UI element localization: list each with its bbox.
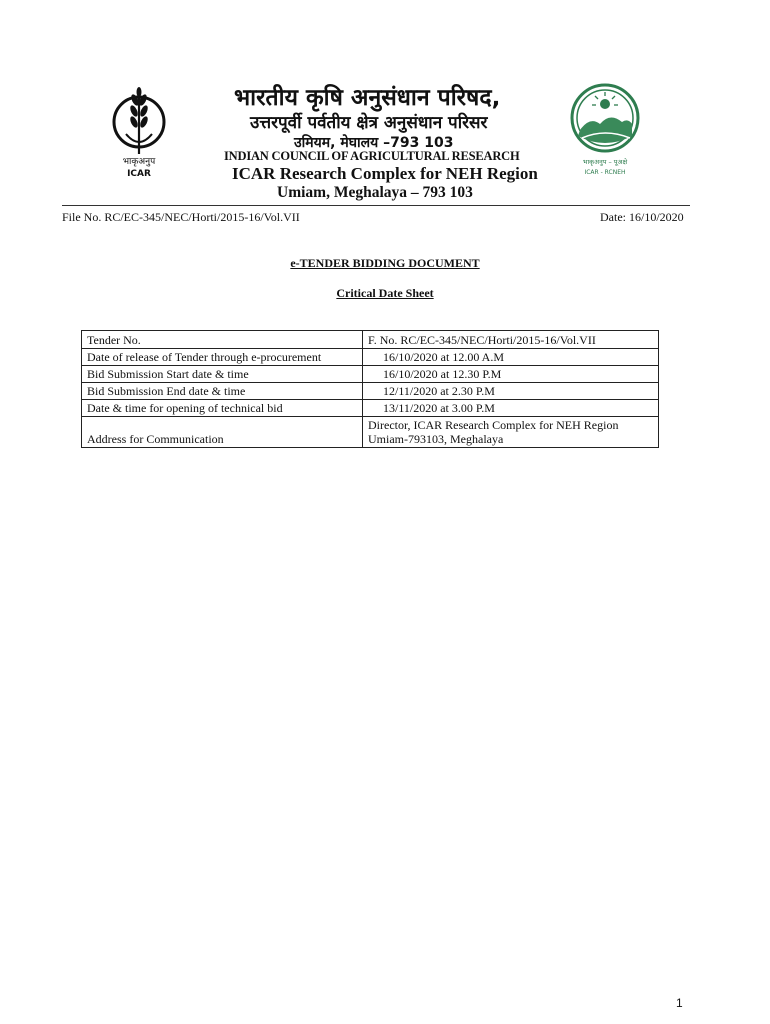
table-row bbox=[82, 366, 659, 383]
header-hindi-line2: उत्तरपूर्वी पर्वतीय क्षेत्र अनुसंधान परिसर bbox=[250, 113, 488, 133]
header-english-line2: ICAR Research Complex for NEH Region bbox=[232, 164, 538, 183]
row-value: 16/10/2020 at 12.30 P.M bbox=[363, 366, 659, 383]
header-english-line1: INDIAN COUNCIL OF AGRICULTURAL RESEARCH bbox=[224, 149, 520, 163]
row-value: 12/11/2020 at 2.30 P.M bbox=[363, 383, 659, 400]
row-value: 13/11/2020 at 3.00 P.M bbox=[363, 400, 659, 417]
table-row bbox=[82, 417, 659, 448]
sun-icon bbox=[600, 99, 610, 109]
header-hindi-line3: उमियम, मेघालय –793 103 bbox=[294, 135, 454, 151]
row-value: 16/10/2020 at 12.00 A.M bbox=[363, 349, 659, 366]
logo-hindi-text: भाकृअनुप bbox=[122, 157, 156, 167]
icar-logo bbox=[106, 84, 172, 180]
header-rule bbox=[62, 205, 690, 206]
row-label: Date & time for opening of technical bid bbox=[82, 400, 363, 417]
file-number: File No. RC/EC-345/NEC/Horti/2015-16/Vol.VII bbox=[62, 210, 300, 224]
logo-icar-text: ICAR bbox=[127, 169, 151, 179]
row-value: F. No. RC/EC-345/NEC/Horti/2015-16/Vol.VII bbox=[363, 331, 659, 349]
icar-rcneh-logo bbox=[568, 78, 642, 178]
document-date: Date: 16/10/2020 bbox=[600, 210, 684, 224]
row-label: Date of release of Tender through e-procurement bbox=[82, 349, 363, 366]
row-value: Director, ICAR Research Complex for NEH Region Umiam-793103, Meghalaya bbox=[363, 417, 659, 448]
row-label: Bid Submission End date & time bbox=[82, 383, 363, 400]
logo-hindi-text: भाकृअनुप – पूअक्षे bbox=[582, 158, 628, 166]
hills-icon bbox=[578, 117, 632, 143]
table-row bbox=[82, 383, 659, 400]
table-row bbox=[82, 400, 659, 417]
page-number: 1 bbox=[676, 996, 683, 1010]
document-subtitle: Critical Date Sheet bbox=[336, 286, 434, 300]
row-label: Bid Submission Start date & time bbox=[82, 366, 363, 383]
logo-rcneh-text: ICAR - RCNEH bbox=[584, 169, 626, 176]
row-label: Address for Communication bbox=[82, 417, 363, 448]
header-english-line3: Umiam, Meghalaya – 793 103 bbox=[277, 184, 473, 201]
table-row bbox=[82, 331, 659, 349]
header-hindi-line1: भारतीय कृषि अनुसंधान परिषद, bbox=[234, 85, 501, 111]
critical-date-table bbox=[81, 330, 659, 448]
row-label: Tender No. bbox=[82, 331, 363, 349]
document-title: e-TENDER BIDDING DOCUMENT bbox=[290, 256, 480, 270]
table-row bbox=[82, 349, 659, 366]
